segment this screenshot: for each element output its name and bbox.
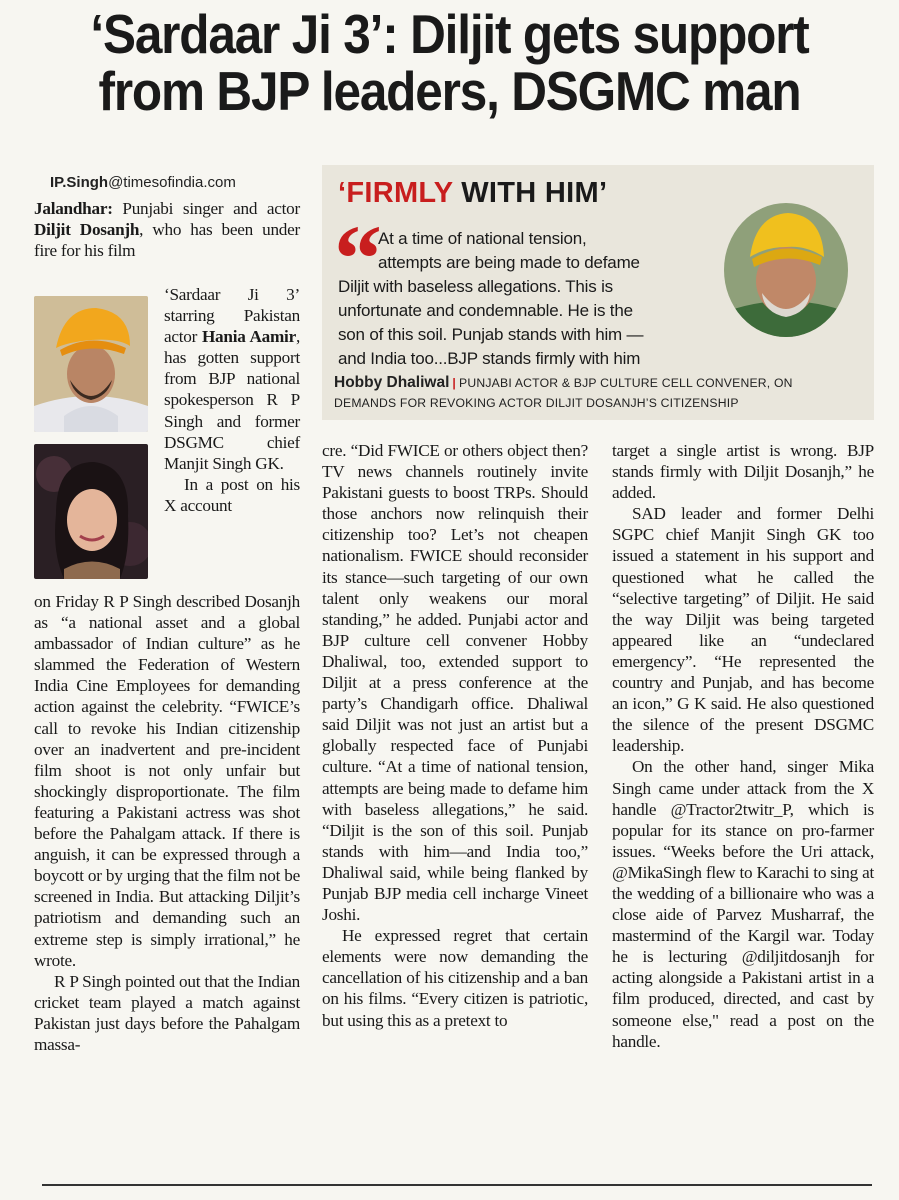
paragraph-xpost-rest: on Friday R P Singh described Dosanjh as “a national asset and a global ambassador of Indian culture” as he slammed the Federation of Western India Cine Employees for demanding action against the celebrity. “FWICE’s call to revoke his Indian citizenship over an inadvertent and pre-incident film shoot is not only unfair but shockingly disproportionate. The film featuring a Pakistani actress was shot before the Pahalgam attack. If there is anguish, it can be expressed through a boycott or by urging that the film not be screened in India. But attacking Diljit’s patriotism and demanding such an extreme step is simply irrational,” he wrote.	[34, 592, 300, 970]
byline-name: IP.Singh	[50, 174, 109, 191]
column-1-lower	[34, 591, 300, 1055]
attribution-role-1: PUNJABI ACTOR & BJP CULTURE CELL CONVENER, ON	[459, 376, 793, 390]
column-1-wrap	[164, 284, 300, 516]
quote-attribution: Hobby Dhaliwal | PUNJABI ACTOR & BJP CULTURE CELL CONVENER, ON DEMANDS FOR REVOKING ACTOR DILJIT DOSANJH’S CITIZENSHIP	[334, 374, 793, 410]
dateline: Jalandhar:	[34, 199, 113, 218]
paragraph-xpost-start: In a post on his X account	[164, 474, 300, 515]
wrap-text-a: ‘Sardaar Ji 3’ starring Pakistan actor	[164, 285, 300, 347]
quote-line-6: and India too...BJP stands firmly with him	[338, 349, 641, 368]
paragraph-fwice: cre. “Did FWICE or others object then? TV news channels routinely invite Pakistani guests to boost TRPs. Should those anchors now relinquish their citizenship too? Let’s not cheapen nationalism. FWICE should reconsider its stance—such targeting of our own talent only weakens our moral standing,” he added. Punjabi actor and BJP culture cell convener Hobby Dhaliwal, too, extended support to Diljit at a press conference at the party’s Chandigarh office. Dhaliwal said Diljit was not just an artist but a globally respected face of Punjabi culture. “At a time of national tension, attempts are being made to defame him with baseless allegations,” he said. “Diljit is the son of this soil. Punjab stands with him—and India too,” Dhaliwal said, while being flanked by Punjab BJP media cell incharge Vineet Joshi.	[322, 441, 588, 925]
intro-text-a: Punjabi singer and actor	[112, 199, 300, 218]
headline-line-1: ‘Sardaar Ji 3’: Diljit gets support	[90, 3, 809, 65]
hobby-dhaliwal-portrait-icon	[722, 201, 850, 339]
byline	[50, 174, 236, 191]
quote-box	[322, 165, 874, 420]
byline-email: @timesofindia.com	[108, 174, 236, 191]
headline-line-2: from BJP leaders, DSGMC man	[98, 60, 801, 122]
paragraph-sad-leader: SAD leader and former Delhi SGPC chief Manjit Singh GK too issued a statement in his support and questioned what he called the “selective targeting” of Diljit. He said the way Diljit was being targeted appeared like an “undeclared emergency”. “He represented the country and Punjab, and has become an icon,” G K said. He also questioned the silence of the present DSGMC leadership.	[612, 504, 874, 756]
quote-line-4: unfortunate and condemnable. He is the	[338, 301, 633, 320]
hania-portrait-icon	[34, 444, 148, 579]
paragraph-bjp-firm: target a single artist is wrong. BJP stands firmly with Diljit Dosanjh,” he added.	[612, 441, 874, 503]
quote-line-3: Diljit with baseless allegations. This is	[338, 277, 613, 296]
intro-text-b: , who has been under fire for his film	[34, 220, 300, 261]
title-red-part: ‘FIRMLY	[338, 177, 453, 209]
quote-line-1: At a time of national tension,	[378, 229, 587, 248]
paragraph-regret: He expressed regret that certain elements were now demanding the cancellation of his citizenship and a ban on his films. “Every citizen is patriotic, but using this as a pretext to	[322, 926, 588, 1030]
column-3	[612, 440, 874, 1052]
photo-hania-aamir	[34, 444, 148, 579]
headline	[45, 3, 854, 122]
quote-text	[338, 227, 718, 371]
bottom-rule	[42, 1184, 872, 1186]
name-hania: Hania Aamir	[201, 327, 296, 347]
photo-diljit-dosanjh	[34, 296, 148, 432]
quote-line-5: son of this soil. Punjab stands with him —	[338, 325, 644, 344]
quote-mark-icon: “	[334, 205, 382, 312]
paragraph-mika: On the other hand, singer Mika Singh came under attack from the X handle @Tractor2twitr_P, which is popular for its stance on pro-farmer issues. “Weeks before the Uri attack, @MikaSingh flew to Karachi to sing at the wedding of a billionaire who was a close aide of Parvez Musharraf, the mastermind of the Kargil war. Today he is lecturing @diljitdosanjh for acting alongside a Pakistani artist in a film produced, directed, and cast by someone else," read a post on the handle.	[612, 757, 874, 1051]
paragraph-intro	[34, 198, 300, 261]
column-1-intro	[34, 198, 300, 261]
paragraph-cricket: R P Singh pointed out that the Indian cricket team played a match against Pakistan just days before the Pahalgam massa-	[34, 971, 300, 1054]
wrap-text-b: , has gotten support from BJP national spokesperson R P Singh and former DSGMC chief Manjit Singh GK.	[164, 327, 300, 473]
quote-line-2: attempts are being made to defame	[378, 253, 640, 272]
column-2	[322, 440, 588, 1031]
attribution-role-2: DEMANDS FOR REVOKING ACTOR DILJIT DOSANJH’S CITIZENSHIP	[334, 396, 739, 410]
paragraph-intro-continued	[164, 284, 300, 474]
name-diljit: Diljit Dosanjh	[34, 220, 140, 240]
diljit-portrait-icon	[34, 296, 148, 432]
attribution-name: Hobby Dhaliwal	[334, 374, 450, 391]
title-rest: WITH HIM’	[452, 177, 608, 209]
